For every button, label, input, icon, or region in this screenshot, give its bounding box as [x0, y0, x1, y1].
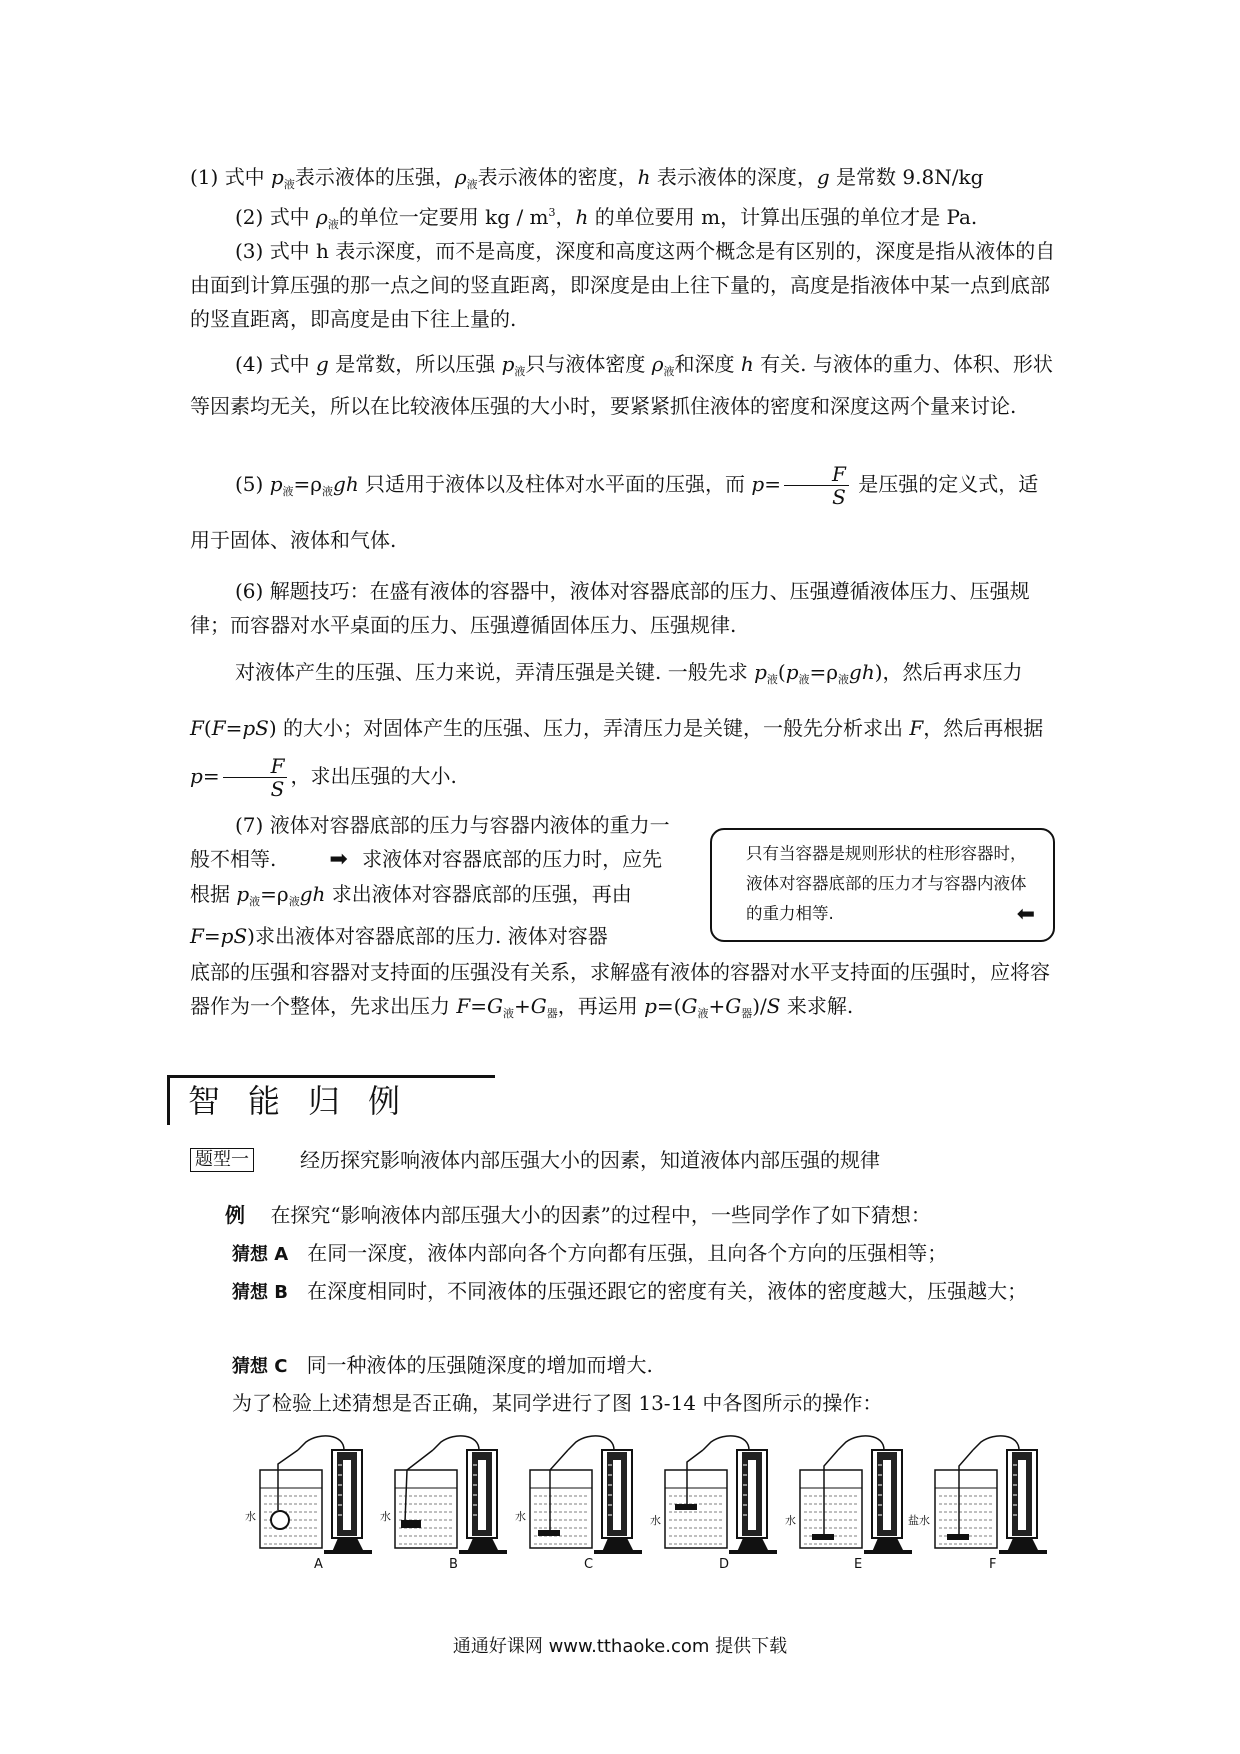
- arrow-right-icon: ➡: [329, 847, 348, 872]
- figure-label-b: B: [449, 1557, 458, 1572]
- callout-note: [710, 828, 1055, 942]
- arrow-left-icon: ⬅: [1016, 902, 1035, 927]
- apparatus-b: [395, 1436, 507, 1554]
- topic-label: 题型一: [190, 1148, 254, 1172]
- note-6-continued: 对液体产生的压强、压力来说，弄清压强是关键. 一般先求 $p_液(p_液=\rho_液gh)$，然后再求压力 F(F=pS) 的大小；对固体产生的压强、压力，弄清压力是关键，一般先分析求出 F，然后再根据 p= $\frac{F}{S}$ ，求出压强的大小.: [190, 660, 1044, 801]
- liquid-label-b: 水: [380, 1510, 391, 1523]
- guess-c: 猜想 C 同一种液体的压强随深度的增加而增大.: [232, 1353, 653, 1377]
- figure-label-d: D: [719, 1557, 730, 1572]
- note-7: (7) 液体对容器底部的压力与容器内液体的重力一般不相等. ➡ 求液体对容器底部的压力时，应先根据 $p_液=\rho_液gh$ 求出液体对容器底部的压强，再由 F=pS)求出液体对容器底部的压力. 液体对容器: [190, 813, 670, 948]
- apparatus-c: [530, 1436, 642, 1554]
- page-footer: 通通好课网 www.tthaoke.com 提供下载: [452, 1636, 788, 1657]
- figure-label-a: A: [314, 1557, 323, 1572]
- guess-b: 猜想 B 在深度相同时，不同液体的压强还跟它的密度有关，液体的密度越大，压强越大；: [232, 1279, 1028, 1303]
- note-6: (6) 解题技巧：在盛有液体的容器中，液体对容器底部的压力、压强遵循液体压力、压强规律；而容器对水平桌面的压力、压强遵循固体压力、压强规律.: [190, 579, 1030, 637]
- liquid-label-c: 水: [515, 1510, 526, 1523]
- note-7-continued: 底部的压强和容器对支持面的压强没有关系，求解盛有液体的容器对水平支持面的压强时，应将容器作为一个整体，先求出压力 $F=G_液+G_器$，再运用 $p=(G_液+G_器)/S$ 来求解.: [190, 960, 1050, 1020]
- figure-apparatus: [240, 1430, 1060, 1560]
- fraction-f-over-s-2: $\frac{F}{S}$: [223, 755, 288, 800]
- note-5: (5) $p_液=\rho_液gh$ 只适用于液体以及柱体对水平面的压强，而 p= $\frac{F}{S}$ 是压强的定义式，适用于固体、液体和气体.: [190, 462, 1039, 552]
- liquid-label-a: 水: [245, 1510, 256, 1523]
- note-1: (1) 式中 $p_液$表示液体的压强，$\rho_液$表示液体的密度，h 表示液体的深度，g 是常数 9.8N/kg: [190, 165, 984, 191]
- topic-text: 经历探究影响液体内部压强大小的因素，知道液体内部压强的规律: [300, 1148, 880, 1172]
- liquid-label-e: 水: [785, 1514, 796, 1527]
- note-3: (3) 式中 h 表示深度，而不是高度，深度和高度这两个概念是有区别的，深度是指从液体的自由面到计算压强的那一点之间的竖直距离，即深度是由上往下量的，高度是指液体中某一点到底部的竖直距离，即高度是由下往上量的.: [190, 239, 1056, 331]
- figure-label-e: E: [854, 1557, 863, 1572]
- apparatus-a: [260, 1436, 372, 1554]
- note-4: (4) 式中 g 是常数，所以压强 $p_液$只与液体密度 $\rho_液$和深度 h 有关. 与液体的重力、体积、形状等因素均无关，所以在比较液体压强的大小时，要紧紧抓住液体的密度和深度这两个量来讨论.: [190, 352, 1053, 418]
- liquid-label-f: 盐水: [908, 1514, 930, 1527]
- note-2: (2) 式中 $\rho_液$的单位一定要用 kg / $m^3$，h 的单位要用 m，计算出压强的单位才是 Pa.: [235, 205, 978, 231]
- liquid-label-d: 水: [650, 1514, 661, 1527]
- section-heading: 智能归例: [188, 1082, 429, 1120]
- check-line: 为了检验上述猜想是否正确，某同学进行了图 13-14 中各图所示的操作：: [232, 1391, 883, 1415]
- callout-text: 只有当容器是规则形状的柱形容器时，液体对容器底部的压力才与容器内液体的重力相等.: [746, 844, 1027, 923]
- apparatus-d: [665, 1436, 777, 1554]
- fraction-f-over-s: $\frac{F}{S}$: [784, 463, 849, 508]
- figure-label-f: F: [989, 1557, 997, 1572]
- apparatus-f: [935, 1436, 1047, 1554]
- example-label: 例: [225, 1203, 245, 1227]
- example-line: 例 在探究“影响液体内部压强大小的因素”的过程中，一些同学作了如下猜想：: [225, 1203, 931, 1227]
- figure-label-c: C: [584, 1557, 594, 1572]
- apparatus-e: [800, 1436, 912, 1554]
- guess-a: 猜想 A 在同一深度，液体内部向各个方向都有压强，且向各个方向的压强相等；: [232, 1241, 948, 1265]
